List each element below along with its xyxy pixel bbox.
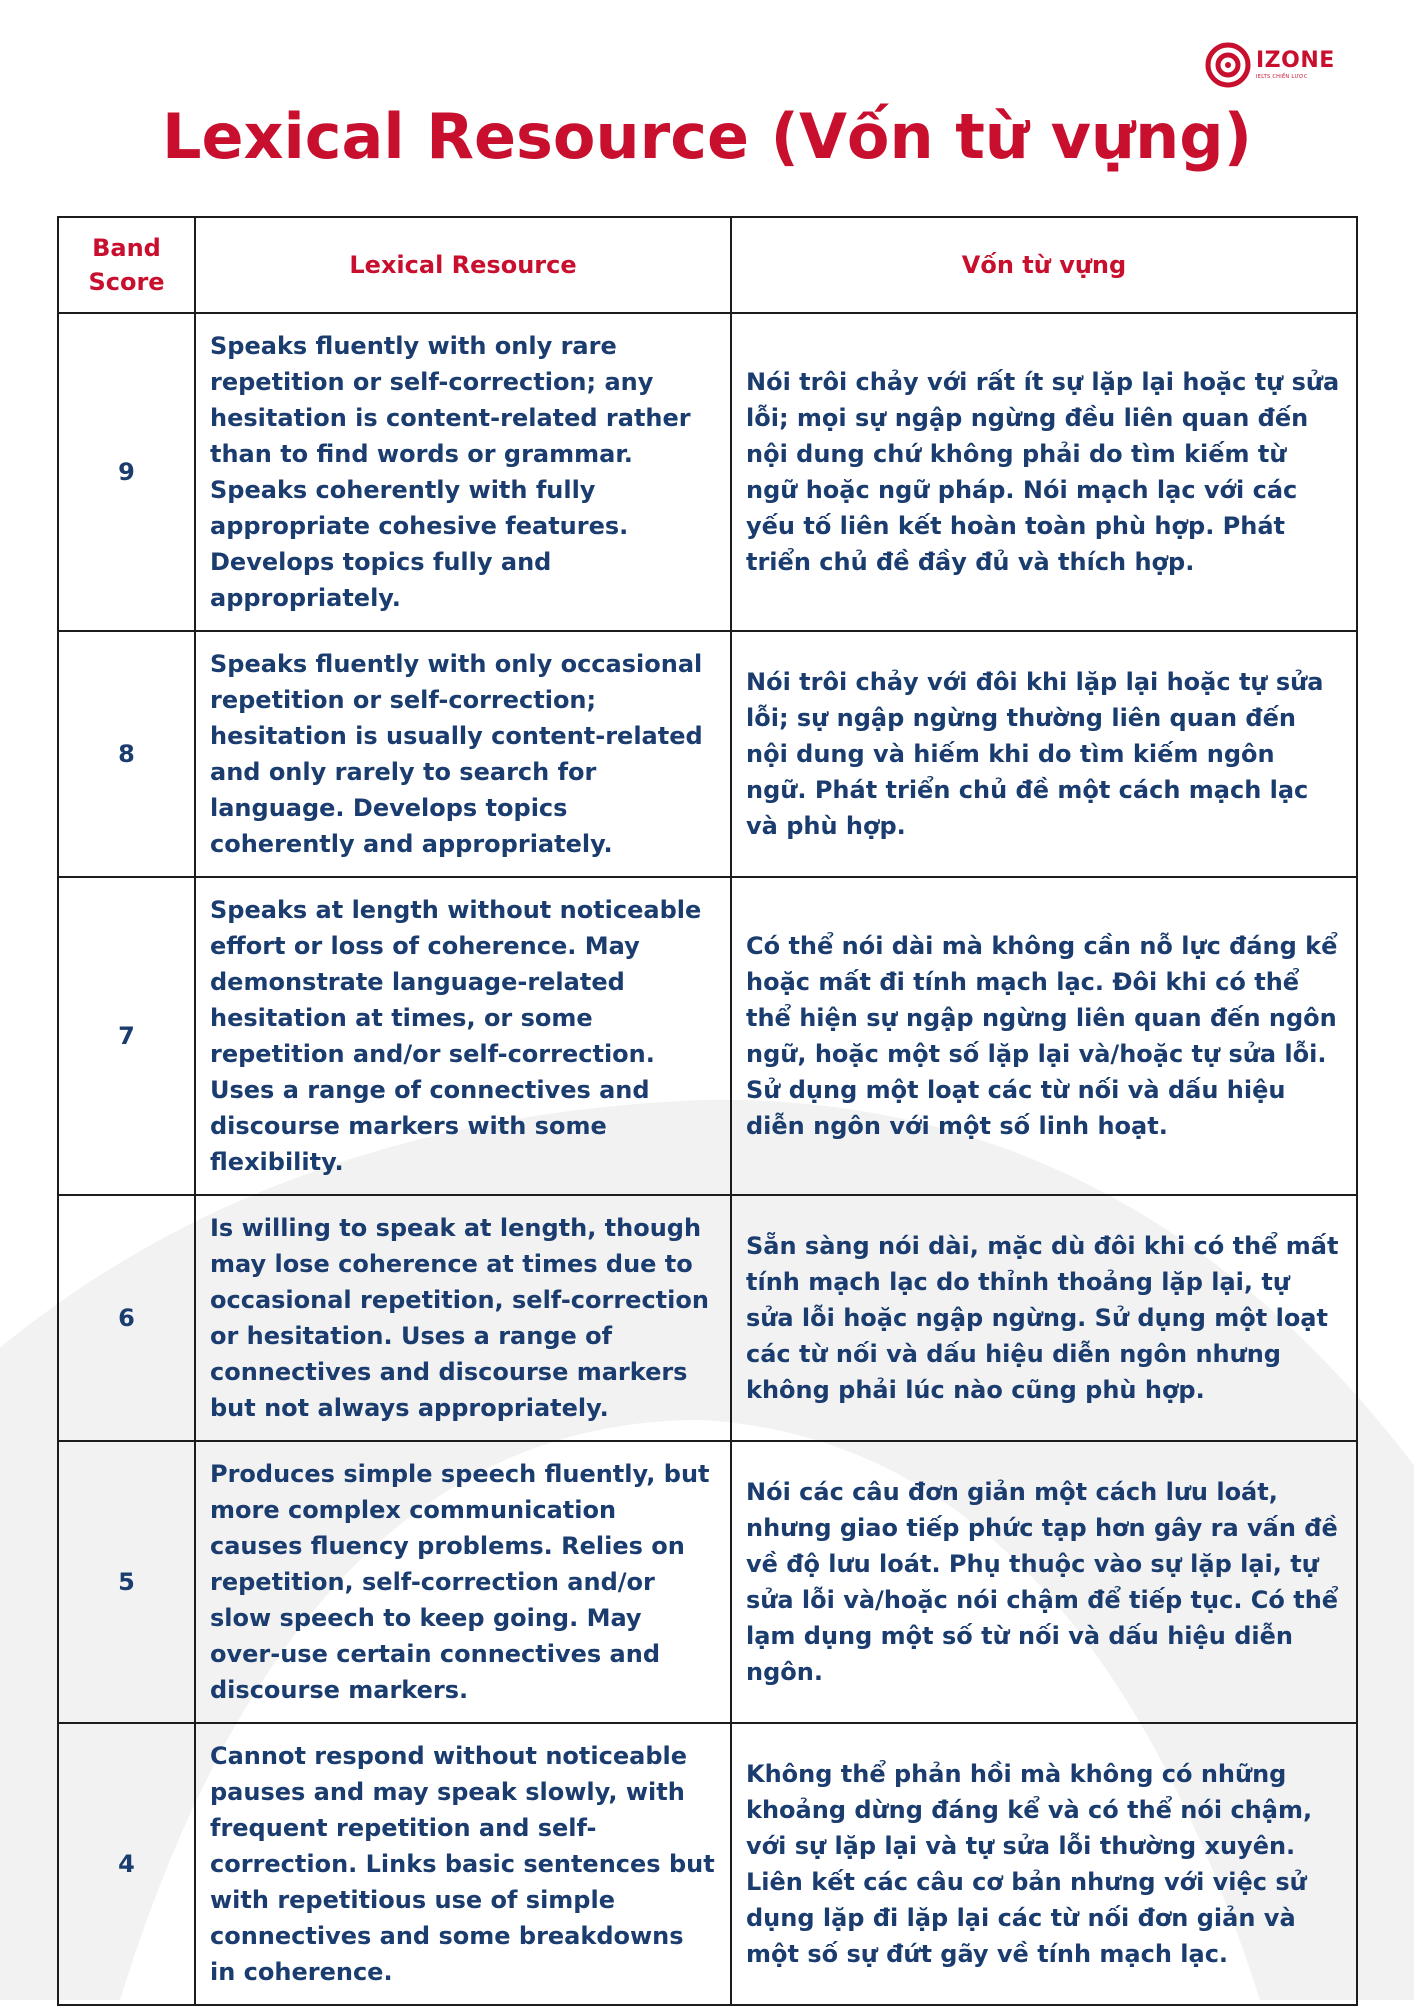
page-title: Lexical Resource (Vốn từ vựng) bbox=[161, 100, 1253, 173]
brand-name: IZONE bbox=[1256, 48, 1335, 73]
table-row bbox=[58, 1441, 1357, 1723]
header-von-tu-vung: Vốn từ vựng bbox=[731, 217, 1357, 313]
english-descriptor-cell: Cannot respond without noticeable pauses and may speak slowly, with frequent repetition and self-correction. Links basic sentences but with repetitious use of simple connectives and some breakdowns in coherence. bbox=[195, 1723, 731, 2005]
vietnamese-descriptor-cell: Nói các câu đơn giản một cách lưu loát, nhưng giao tiếp phức tạp hơn gây ra vấn đề về độ lưu loát. Phụ thuộc vào sự lặp lại, tự sửa lỗi và/hoặc nói chậm để tiếp tục. Có thể lạm dụng một số từ nối và dấu hiệu diễn ngôn. bbox=[731, 1441, 1357, 1723]
table-row bbox=[58, 313, 1357, 631]
band-score-cell: 8 bbox=[58, 631, 195, 877]
header-band-score: Band Score bbox=[58, 217, 195, 313]
table-header-row bbox=[58, 217, 1357, 313]
english-descriptor-cell: Is willing to speak at length, though may lose coherence at times due to occasional repetition, self-correction or hesitation. Uses a range of connectives and discourse markers but not always appropriately. bbox=[195, 1195, 731, 1441]
izone-logo bbox=[1204, 40, 1335, 90]
band-score-cell: 5 bbox=[58, 1441, 195, 1723]
english-descriptor-cell: Speaks fluently with only occasional repetition or self-correction; hesitation is usually content-related and only rarely to search for language. Develops topics coherently and appropriately. bbox=[195, 631, 731, 877]
vietnamese-descriptor-cell: Sẵn sàng nói dài, mặc dù đôi khi có thể mất tính mạch lạc do thỉnh thoảng lặp lại, tự sửa lỗi hoặc ngập ngừng. Sử dụng một loạt các từ nối và dấu hiệu diễn ngôn nhưng không phải lúc nào cũng phù hợp. bbox=[731, 1195, 1357, 1441]
band-score-cell: 9 bbox=[58, 313, 195, 631]
vietnamese-descriptor-cell: Nói trôi chảy với rất ít sự lặp lại hoặc tự sửa lỗi; mọi sự ngập ngừng đều liên quan đến nội dung chứ không phải do tìm kiếm từ ngữ hoặc ngữ pháp. Nói mạch lạc với các yếu tố liên kết hoàn toàn phù hợp. Phát triển chủ đề đầy đủ và thích hợp. bbox=[731, 313, 1357, 631]
table-row bbox=[58, 877, 1357, 1195]
table-row bbox=[58, 631, 1357, 877]
band-score-cell: 7 bbox=[58, 877, 195, 1195]
vietnamese-descriptor-cell: Nói trôi chảy với đôi khi lặp lại hoặc tự sửa lỗi; sự ngập ngừng thường liên quan đến nội dung và hiếm khi do tìm kiếm ngôn ngữ. Phát triển chủ đề một cách mạch lạc và phù hợp. bbox=[731, 631, 1357, 877]
vietnamese-descriptor-cell: Có thể nói dài mà không cần nỗ lực đáng kể hoặc mất đi tính mạch lạc. Đôi khi có thể thể hiện sự ngập ngừng liên quan đến ngôn ngữ, hoặc một số lặp lại và/hoặc tự sửa lỗi. Sử dụng một loạt các từ nối và dấu hiệu diễn ngôn với một số linh hoạt. bbox=[731, 877, 1357, 1195]
header-lexical-resource: Lexical Resource bbox=[195, 217, 731, 313]
target-logo-icon bbox=[1204, 41, 1252, 89]
table-row bbox=[58, 1195, 1357, 1441]
table-row bbox=[58, 1723, 1357, 2005]
english-descriptor-cell: Speaks fluently with only rare repetition or self-correction; any hesitation is content-related rather than to find words or grammar. Speaks coherently with fully appropriate cohesive features. Develops topics fully and appropriately. bbox=[195, 313, 731, 631]
band-score-cell: 4 bbox=[58, 1723, 195, 2005]
english-descriptor-cell: Produces simple speech fluently, but more complex communication causes fluency problems. Relies on repetition, self-correction and/or slow speech to keep going. May over-use certain connectives and discourse markers. bbox=[195, 1441, 731, 1723]
brand-tagline: IELTS CHIẾN LƯỢC bbox=[1256, 74, 1308, 80]
english-descriptor-cell: Speaks at length without noticeable effort or loss of coherence. May demonstrate language-related hesitation at times, or some repetition and/or self-correction. Uses a range of connectives and discourse markers with some flexibility. bbox=[195, 877, 731, 1195]
band-score-cell: 6 bbox=[58, 1195, 195, 1441]
vietnamese-descriptor-cell: Không thể phản hồi mà không có những khoảng dừng đáng kể và có thể nói chậm, với sự lặp lại và tự sửa lỗi thường xuyên. Liên kết các câu cơ bản nhưng với việc sử dụng lặp đi lặp lại các từ nối đơn giản và một số sự đứt gãy về tính mạch lạc. bbox=[731, 1723, 1357, 2005]
band-descriptor-table bbox=[57, 216, 1358, 2006]
